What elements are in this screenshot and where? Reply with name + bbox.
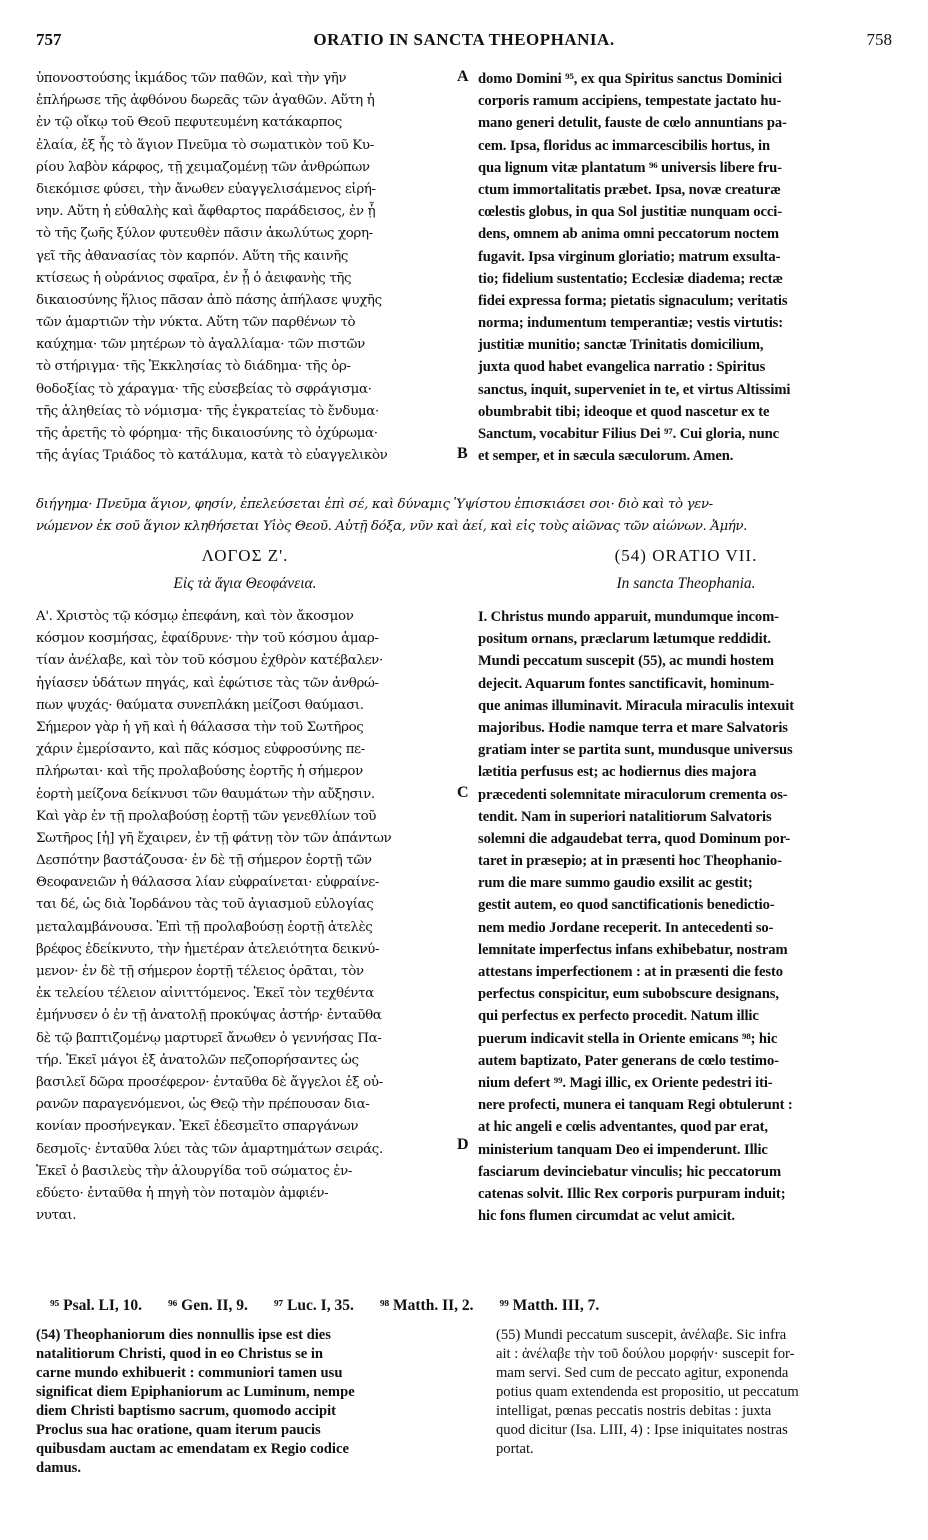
greek-text-line: ἐμήνυσεν ὁ ἐν τῇ ἀνατολῇ προκύψας ἀστήρ· ἐνταῦθα <box>36 1008 382 1024</box>
latin-text-line: gratiam inter se partita sunt, mundusque universus <box>478 742 793 759</box>
scripture-reference: ⁹⁶ Gen. II, 9. <box>167 1297 248 1314</box>
latin-text-line: fugavit. Ipsa virginum gloriatio; matrum exsulta- <box>478 248 781 265</box>
greek-text-line: ἐν τῷ οἴκῳ τοῦ Θεοῦ πεφυτευμένη κατάκαρπος <box>36 115 342 131</box>
latin-text-line: justitiæ munitio; sanctæ Trinitatis domicilium, <box>478 337 764 354</box>
latin-column-main <box>478 606 894 1227</box>
latin-text-line: at hic angeli e cœlis adventantes, quod par erat, <box>478 1119 768 1136</box>
latin-text-line: nem medio Jordane receperit. In antecedenti so- <box>478 919 774 936</box>
latin-text-line: ctum immortalitatis præbet. Ipsa, novæ creaturæ <box>478 181 781 198</box>
latin-text-line: gestit autem, eo quod sanctificationis benedictio- <box>478 897 775 914</box>
latin-text-line: qua lignum vitæ plantatum ⁹⁶ universis libere fru- <box>478 159 782 176</box>
footnote-line: carne mundo exhibuerit : communiori tamen usu <box>36 1365 343 1381</box>
greek-text-line: καύχημα· τῶν μητέρων τὸ ἀγαλλίαμα· τῶν πιστῶν <box>36 337 365 353</box>
scripture-reference: ⁹⁸ Matth. II, 2. <box>379 1297 474 1314</box>
greek-text-line: κονίαν προσήνεγκαν. Ἐκεῖ ἐδεσμεῖτο σπαργάνων <box>36 1119 359 1135</box>
latin-text-line: lemnitate imperfectus infans exhibebatur, nostram <box>478 941 788 958</box>
latin-text-line: fidei expressa forma; pietatis signaculum; veritatis <box>478 292 788 309</box>
latin-text-line: attestans imperfectionem : at in præsenti die festo <box>478 964 783 980</box>
footnote-55 <box>496 1326 896 1459</box>
greek-text-line: Καὶ γὰρ ἐν τῇ προλαβούσῃ ἑορτῇ τῶν γενεθλίων τοῦ <box>36 808 377 824</box>
footnote-line: portat. <box>496 1441 534 1457</box>
greek-text-line: τὸ τῆς ζωῆς ξύλον φυτευθὲν πᾶσιν ἀκωλύτως χορη- <box>36 226 373 242</box>
latin-text-line: præcedenti solemnitate miraculorum crementa os- <box>478 786 788 803</box>
greek-text-line: μεταλαμβάνουσα. Ἐπὶ τῇ προλαβούσῃ ἑορτῇ ἀτελὲς <box>36 919 373 935</box>
latin-text-line: puerum indicavit stella in Oriente emicans ⁹⁸; hic <box>478 1030 778 1047</box>
greek-text-line: Σωτῆρος [ἡ] γῆ ἔχαιρεν, ἐν τῇ φάτνῃ τὸν τῶν ἁπάντων <box>36 830 392 846</box>
latin-text-line: tio; fidelium sustentatio; Ecclesiæ diadema; rectæ <box>478 270 783 287</box>
greek-oration-title: ΛΟΓΟΣ Ζ'. <box>201 546 289 565</box>
scripture-reference: ⁹⁵ Psal. LI, 10. <box>50 1297 142 1314</box>
latin-text-line: nium defert ⁹⁹. Magi illic, ex Oriente pedestri iti- <box>478 1074 773 1091</box>
latin-text-line: juxta quod habet evangelica narratio : Spiritus <box>478 359 766 376</box>
greek-text-line: ρίου λαβὸν κάρφος, τῇ χειμαζομένῃ τῶν ἀνθρώπων <box>36 159 370 175</box>
latin-text-line: dejecit. Aquarum fontes sanctificavit, hominum- <box>478 675 775 692</box>
latin-text-line: sanctus, inquit, superveniet in te, et virtus Altissimi <box>478 381 791 398</box>
latin-text-line: que animas illuminavit. Miracula miraculis intexuit <box>478 697 794 714</box>
latin-text-line: autem baptizato, Pater generans de cœlo testimo- <box>478 1052 779 1069</box>
footnote-54 <box>36 1326 454 1478</box>
greek-column-main <box>36 606 454 1227</box>
greek-text-line: τῆς ἀρετῆς τὸ φόρημα· τῆς δικαιοσύνης τὸ ὀχύρωμα· <box>36 426 378 441</box>
footnote-line: damus. <box>36 1460 82 1476</box>
footnote-line: quibusdam auctam ac emendatam ex Regio codice <box>36 1441 349 1457</box>
footnote-line: intelligat, pœnas peccatis nostris debitas : juxta <box>496 1403 772 1419</box>
greek-text-line: Θεοφανειῶν ἡ θάλασσα λίαν εὐφραίνεται· εὐφραίνε- <box>36 875 380 891</box>
greek-text-line: Δεσπότην βαστάζουσα· ἐν δὲ τῇ σήμερον ἑορτῇ τῶν <box>36 853 372 869</box>
greek-oration-subtitle: Εἰς τὰ ἅγια Θεοφάνεια. <box>173 575 317 592</box>
latin-text-line: perfectus conspicitur, eum subobscure designans, <box>478 986 779 1003</box>
latin-text-line: qui perfectus ex perfecto procedit. Natum illic <box>478 1008 759 1025</box>
greek-text-line: ἡγίασεν ὑδάτων πηγάς, καὶ ἐφώτισε τὰς τῶν ἀνθρώ- <box>36 675 379 691</box>
latin-text-line: nere profecti, munera ei tanquam Regi obtulerunt : <box>478 1097 793 1114</box>
page-number-right: 758 <box>866 30 892 49</box>
footnote-line: ait : ἀνέλαβε τὴν τοῦ δούλου μορφήν· suscepit for- <box>496 1346 795 1362</box>
latin-text-line: lætitia perfusus est; ac hodiernus dies majora <box>478 764 757 781</box>
latin-text-line: ministerium tanquam Deo ei impenderunt. Illic <box>478 1141 768 1158</box>
scripture-reference: ⁹⁹ Matth. III, 7. <box>499 1297 600 1314</box>
greek-text-line: διεκόμισε φύσει, τὴν ἄνωθεν εὐαγγελισάμενος εἰρή- <box>36 181 376 197</box>
greek-column-top <box>36 68 454 467</box>
greek-text-line: τῆς ἁγίας Τριάδος τὸ κατάλυμα, κατὰ τὸ εὐαγγελικὸν <box>36 448 388 464</box>
latin-text-line: positum ornans, præclarum lætumque reddidit. <box>478 631 771 648</box>
greek-text-line: τήρ. Ἐκεῖ μάγοι ἐξ ἀνατολῶν πεζοπορήσαντες ὡς <box>36 1052 359 1068</box>
footnote-line: quod dicitur (Isa. LIII, 4) : Ipse iniquitates nostras <box>496 1422 788 1438</box>
greek-text-line: ἑορτὴ μείζονα δείκνυσι τῶν θαυμάτων τὴν αὔξησιν. <box>36 786 375 802</box>
latin-text-line: hic fons flumen circumdat ac velut amicit. <box>478 1208 735 1225</box>
latin-oration-subtitle: In sancta Theophania. <box>616 575 756 592</box>
latin-text-line: majoribus. Hodie namque terra et mare Salvatoris <box>478 719 788 736</box>
latin-text-line: Sanctum, vocabitur Filius Dei ⁹⁷. Cui gloria, nunc <box>478 426 780 442</box>
latin-text-line: et semper, et in sæcula sæculorum. Amen. <box>478 448 734 465</box>
footnote-line: Proclus sua hac oratione, quam iterum paucis <box>36 1422 321 1438</box>
margin-marker-c: C <box>457 784 469 801</box>
footnote-line: mam servi. Sed cum de peccato agitur, exponenda <box>496 1365 789 1381</box>
footnote-line: natalitiorum Christi, quod in eo Christus se in <box>36 1346 324 1362</box>
scripture-reference: ⁹⁷ Luc. I, 35. <box>273 1297 354 1314</box>
greek-text-line: νυται. <box>36 1208 77 1224</box>
greek-text-line: κόσμον κοσμήσας, ἐφαίδρυνε· τὴν τοῦ κόσμου ἁμαρ- <box>36 631 379 647</box>
greek-text-line: γεῖ τῆς ἀθανασίας τὸν καρπόν. Αὕτη τῆς καινῆς <box>36 248 349 264</box>
greek-text-line: Σήμερον γὰρ ἡ γῆ καὶ ἡ θάλασσα τὴν τοῦ Σωτῆρος <box>36 719 364 735</box>
greek-text-line: τῶν ἁμαρτιῶν τὴν νύκτα. Αὕτη τῶν παρθένων τὸ <box>36 315 356 331</box>
margin-marker-d: D <box>457 1136 469 1153</box>
greek-text-line: τίαν ἀνέλαβε, καὶ τὸν τοῦ κόσμου ἐχθρὸν κατέβαλεν· <box>36 653 383 669</box>
greek-text-line: κτίσεως ἡ οὐράνιος σφαῖρα, ἐν ᾗ ὁ ἀειφανὴς τῆς <box>36 270 352 286</box>
greek-text-line: θοδοξίας τὸ χάραγμα· τῆς εὐσεβείας τὸ σφράγισμα· <box>36 381 372 397</box>
latin-text-line: rum die mare summo gaudio exsilit ac gestit; <box>478 875 753 892</box>
latin-text-line: I. Christus mundo apparuit, mundumque incom- <box>478 609 779 625</box>
latin-text-line: fasciarum devinciebatur vinculis; hic peccatorum <box>478 1163 781 1180</box>
greek-text-line: ται δέ, ὡς διὰ Ἰορδάνου τὰς τοῦ ἁγιασμοῦ εὐλογίας <box>36 897 374 913</box>
latin-text-line: cem. Ipsa, floridus ac immarcescibilis hortus, in <box>478 137 770 154</box>
greek-text-line: ρανῶν παραγενόμενοι, ὡς Θεῷ τὴν πρέπουσαν δια- <box>36 1097 370 1113</box>
greek-text-line: βρέφος ἐδείκνυτο, τὴν ἡμετέραν ἀτελειότητα δεικνύ- <box>36 941 380 957</box>
footnote-line: diem Christi baptismo sacrum, quomodo accipit <box>36 1403 336 1419</box>
latin-text-line: Mundi peccatum suscepit (55), ac mundi hostem <box>478 653 774 670</box>
latin-text-line: mano generi detulit, fauste de cœlo annuntians pa- <box>478 115 787 132</box>
latin-text-line: corporis ramum accipiens, tempestate jactato hu- <box>478 93 782 110</box>
running-title: ORATIO IN SANCTA THEOPHANIA. <box>313 30 615 49</box>
greek-text-line: τὸ στήριγμα· τῆς Ἐκκλησίας τὸ διάδημα· τῆς ὀρ- <box>36 359 351 375</box>
greek-text-line: δικαιοσύνης ἥλιος πᾶσαν ἀπὸ πάσης ἀπήλασε ψυχῆς <box>36 292 382 308</box>
greek-text-line: ἐλαία, ἐξ ἧς τὸ ἅγιον Πνεῦμα τὸ σωματικὸν τοῦ Κυ- <box>36 137 374 153</box>
greek-text-line: ὑπονοστούσης ἰκμάδος τῶν παθῶν, καὶ τὴν γῆν <box>36 71 347 86</box>
full-width-line-2: νώμενον ἐκ σοῦ ἅγιον κληθήσεται Υἱὸς Θεοῦ. Αὐτῇ δόξα, νῦν καὶ ἀεί, καὶ εἰς τοὺς αἰῶνας τῶν αἰώνων. Ἀμήν. <box>36 519 748 534</box>
latin-text-line: cœlestis globus, in qua Sol justitiæ nunquam occi- <box>478 204 782 221</box>
latin-text-line: dens, omnem ab anima omni peccatorum noctem <box>478 226 779 243</box>
latin-text-line: norma; indumentum temperantiæ; vestis virtutis: <box>478 315 783 332</box>
footnote-line: potius quam extendenda est propositio, ut peccatum <box>496 1384 799 1400</box>
margin-marker-a: A <box>457 68 469 85</box>
latin-column-top <box>478 68 894 467</box>
latin-text-line: solemni die adgaudebat terra, quod Dominum por- <box>478 830 791 847</box>
greek-text-line: πων ψυχάς· θαύματα συνεπλάκη μείζοσι θαύμασι. <box>36 697 364 713</box>
latin-text-line: tendit. Nam in superiori natalitiorum Salvatoris <box>478 808 772 825</box>
greek-text-line: ἐκ τελείου τέλειον αἰνιττόμενος. Ἐκεῖ τὸν τεχθέντα <box>36 986 374 1002</box>
greek-text-line: δὲ τῷ βαπτιζομένῳ μαρτυρεῖ ἄνωθεν ὁ γεννήσας Πα- <box>36 1030 382 1046</box>
latin-text-line: taret in præsepio; at in præsenti hoc Theophanio- <box>478 853 782 870</box>
scripture-references <box>50 1297 888 1315</box>
greek-text-line: τῆς ἀληθείας τὸ νόμισμα· τῆς ἐγκρατείας τὸ ἔνδυμα· <box>36 403 379 419</box>
running-head <box>36 30 892 54</box>
latin-oration-title: (54) ORATIO VII. <box>614 546 758 565</box>
page-number-left: 757 <box>36 30 62 49</box>
greek-text-line: δεσμοῖς· ἐνταῦθα λύει τὰς τῶν ἁμαρτημάτων σειράς. <box>36 1141 383 1157</box>
margin-marker-b: B <box>457 445 468 462</box>
latin-text-line: domo Domini ⁹⁵, ex qua Spiritus sanctus Dominici <box>478 71 782 87</box>
footnote-line: (54) Theophaniorum dies nonnullis ipse est dies <box>36 1327 331 1343</box>
greek-text-line: Ἐκεῖ ὁ βασιλεὺς τὴν ἁλουργίδα τοῦ σώματος ἐν- <box>36 1163 353 1179</box>
latin-text-line: catenas solvit. Illic Rex corporis purpuram induit; <box>478 1185 786 1202</box>
greek-text-line: χάριν ἐμερίσαντο, καὶ πᾶς κόσμος εὐφροσύνης πε- <box>36 742 365 758</box>
latin-text-line: obumbrabit tibi; ideoque et quod nascetur ex te <box>478 403 770 420</box>
greek-text-line: Α'. Χριστὸς τῷ κόσμῳ ἐπεφάνη, καὶ τὸν ἄκοσμον <box>36 609 354 624</box>
footnote-line: significat diem Epiphaniorum ac Luminum, nempe <box>36 1384 355 1400</box>
greek-text-line: νην. Αὕτη ἡ εὐθαλὴς καὶ ἄφθαρτος παράδεισος, ἐν ᾗ <box>36 204 376 220</box>
greek-text-line: μενον· ἐν δὲ τῇ σήμερον ἑορτῇ τέλειος ὁρᾶται, τὸν <box>36 964 364 979</box>
greek-text-line: βασιλεῖ δῶρα προσέφερον· ἐνταῦθα δὲ ἄγγελοι ἐξ οὐ- <box>36 1074 383 1090</box>
greek-text-line: ἐπλήρωσε τῆς ἀφθόνου δωρεᾶς τῶν ἀγαθῶν. Αὕτη ἡ <box>36 93 375 109</box>
full-width-line-1: διήγημα· Πνεῦμα ἅγιον, φησίν, ἐπελεύσεται ἐπὶ σέ, καὶ δύναμις Ὑψίστου ἐπισκιάσει σοι· διὸ καὶ τὸ γεν- <box>36 497 713 512</box>
footnote-line: (55) Mundi peccatum suscepit, ἀνέλαβε. Sic infra <box>496 1327 787 1343</box>
greek-text-line: εδύετο· ἐνταῦθα ἡ πηγὴ τὸν ποταμὸν ἀμφιέν- <box>36 1185 329 1201</box>
greek-text-line: πλήρωται· καὶ τῆς προλαβούσης ἑορτῆς ἡ σήμερον <box>36 764 363 780</box>
